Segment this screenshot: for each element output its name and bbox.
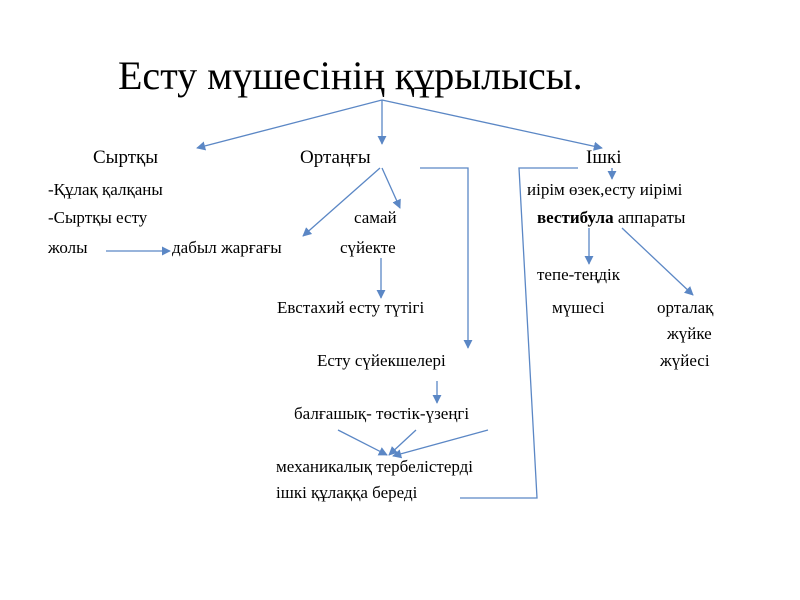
balance-text-2: мүшесі — [552, 298, 605, 317]
temporal-bone-text-1: самай — [354, 208, 397, 227]
balance-text-1: тепе-теңдік — [537, 265, 620, 284]
outer-ear-line2: -Сыртқы есту — [48, 208, 148, 227]
function-text-2: ішкі құлаққа береді — [276, 483, 418, 502]
header-outer-ear: Сыртқы — [93, 147, 158, 168]
arrow-function-to-inner — [460, 168, 578, 498]
cns-text-3: жүйесі — [660, 351, 710, 370]
function-text-1: механикалық тербелістерді — [276, 457, 474, 476]
eustachian-tube-text: Евстахий есту түтігі — [277, 298, 425, 317]
arrow-vestibular-to-cns — [622, 228, 693, 295]
inner-ear-line1: иірім өзек,есту иірімі — [527, 180, 683, 199]
vestibular-rest-text: аппараты — [613, 208, 686, 227]
header-inner-ear: Ішкі — [586, 147, 622, 168]
cns-text-1: орталақ — [657, 298, 714, 317]
page-title: Есту мүшесінің құрылысы. — [118, 53, 583, 98]
cns-text-2: жүйке — [667, 324, 712, 343]
outer-ear-line3: жолы — [48, 238, 88, 257]
ossicles-text: Есту сүйекшелері — [317, 351, 446, 370]
arrow-middle-to-eardrum — [303, 168, 380, 236]
arrow-stirrup-to-function — [393, 430, 488, 456]
ossicle-names-text: балғашық- төстік-үзеңгі — [294, 404, 470, 423]
arrow-title-to-outer — [197, 100, 382, 148]
header-middle-ear: Ортаңғы — [300, 147, 371, 168]
outer-ear-line1: -Құлақ қалқаны — [48, 180, 163, 199]
arrow-title-to-inner — [382, 100, 602, 148]
eardrum-text: дабыл жарғағы — [172, 238, 282, 257]
arrow-middle-to-ossicles — [420, 168, 468, 348]
temporal-bone-text-2: сүйекте — [340, 238, 396, 257]
arrow-middle-to-temporal — [382, 168, 400, 208]
vestibular-bold-text: вестибула — [537, 208, 614, 227]
arrow-hammer-to-function — [338, 430, 387, 455]
